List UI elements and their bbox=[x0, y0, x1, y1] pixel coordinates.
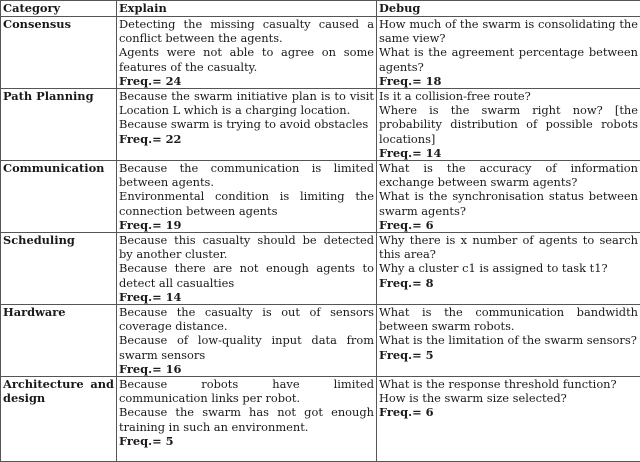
explain-item: Because of low-quality input data from swarm sensors bbox=[119, 333, 374, 361]
explain-cell bbox=[117, 17, 377, 89]
debug-frequency: Freq.= 6 bbox=[379, 218, 638, 232]
explain-item: Because this casualty should be detected by another cluster. bbox=[119, 233, 374, 261]
table-row-path-planning bbox=[1, 89, 640, 161]
explain-cell bbox=[117, 233, 377, 305]
explain-frequency: Freq.= 22 bbox=[119, 132, 374, 146]
explain-frequency: Freq.= 14 bbox=[119, 290, 374, 304]
debug-item: What is the response threshold function? bbox=[379, 377, 638, 391]
debug-frequency: Freq.= 6 bbox=[379, 405, 638, 419]
debug-frequency: Freq.= 5 bbox=[379, 348, 638, 362]
explain-item: Environmental condition is limiting the connection between agents bbox=[119, 189, 374, 217]
category-cell: Hardware bbox=[1, 305, 117, 377]
explain-cell bbox=[117, 305, 377, 377]
explain-item: Because the swarm has not got enough training in such an environment. bbox=[119, 405, 374, 433]
category-cell: Architecture and design bbox=[1, 377, 117, 462]
debug-item: How is the swarm size selected? bbox=[379, 391, 638, 405]
explain-frequency: Freq.= 24 bbox=[119, 74, 374, 88]
explain-item: Because swarm is trying to avoid obstacles bbox=[119, 117, 374, 131]
debug-item: Why there is x number of agents to search this area? bbox=[379, 233, 638, 261]
debug-item: What is the synchronisation status between swarm agents? bbox=[379, 189, 638, 217]
debug-item: What is the limitation of the swarm sensors? bbox=[379, 333, 638, 347]
explain-frequency: Freq.= 19 bbox=[119, 218, 374, 232]
explain-item: Because the swarm initiative plan is to visit Location L which is a charging location. bbox=[119, 89, 374, 117]
debug-cell bbox=[377, 377, 640, 462]
explain-item: Because the casualty is out of sensors coverage distance. bbox=[119, 305, 374, 333]
explain-cell bbox=[117, 161, 377, 233]
explain-item: Because robots have limited communication links per robot. bbox=[119, 377, 374, 405]
table-row-communication bbox=[1, 161, 640, 233]
header-debug: Debug bbox=[377, 1, 640, 17]
header-explain: Explain bbox=[117, 1, 377, 17]
debug-cell bbox=[377, 89, 640, 161]
table-row-architecture-and-design bbox=[1, 377, 640, 462]
debug-item: Is it a collision-free route? bbox=[379, 89, 638, 103]
table-row-consensus bbox=[1, 17, 640, 89]
category-cell: Path Planning bbox=[1, 89, 117, 161]
debug-cell bbox=[377, 161, 640, 233]
debug-item: How much of the swarm is consolidating the same view? bbox=[379, 17, 638, 45]
explain-item: Because there are not enough agents to detect all casualties bbox=[119, 261, 374, 289]
debug-item: What is the agreement percentage between agents? bbox=[379, 45, 638, 73]
explain-item: Because the communication is limited between agents. bbox=[119, 161, 374, 189]
debug-item: What is the communication bandwidth between swarm robots. bbox=[379, 305, 638, 333]
explain-frequency: Freq.= 5 bbox=[119, 434, 374, 448]
table-row-hardware bbox=[1, 305, 640, 377]
category-cell: Communication bbox=[1, 161, 117, 233]
explain-frequency: Freq.= 16 bbox=[119, 362, 374, 376]
debug-cell bbox=[377, 17, 640, 89]
debug-frequency: Freq.= 18 bbox=[379, 74, 638, 88]
explain-item: Agents were not able to agree on some features of the casualty. bbox=[119, 45, 374, 73]
debug-cell bbox=[377, 305, 640, 377]
debug-cell bbox=[377, 233, 640, 305]
debug-frequency: Freq.= 8 bbox=[379, 276, 638, 290]
explain-cell bbox=[117, 377, 377, 462]
category-cell: Consensus bbox=[1, 17, 117, 89]
debug-item: Why a cluster c1 is assigned to task t1? bbox=[379, 261, 638, 275]
header-category: Category bbox=[1, 1, 117, 17]
explain-cell bbox=[117, 89, 377, 161]
category-cell: Scheduling bbox=[1, 233, 117, 305]
header-row bbox=[1, 1, 640, 17]
debug-frequency: Freq.= 14 bbox=[379, 146, 638, 160]
table-row-scheduling bbox=[1, 233, 640, 305]
explain-item: Detecting the missing casualty caused a conflict between the agents. bbox=[119, 17, 374, 45]
debug-item: Where is the swarm right now? [the probability distribution of possible robots locations] bbox=[379, 103, 638, 146]
debug-item: What is the accuracy of information exchange between swarm agents? bbox=[379, 161, 638, 189]
